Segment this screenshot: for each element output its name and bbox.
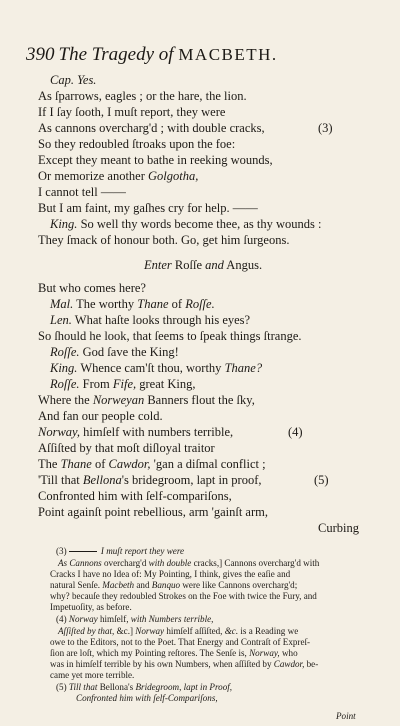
note-text: As Cannons bbox=[58, 558, 102, 568]
verse-text: Where the bbox=[38, 393, 93, 407]
footnote-line: owe to the Editors, not to the Poet. That Energy and Contraſt of Expreſ- bbox=[50, 637, 311, 647]
verse-line bbox=[38, 424, 233, 440]
verse-line: Confronted him with ſelf-compariſons, bbox=[38, 489, 232, 503]
title-text: The Tragedy of bbox=[58, 44, 179, 65]
verse-text: himſelf with numbers terrible, bbox=[80, 425, 234, 439]
footnote-line: came yet more terrible. bbox=[50, 670, 135, 680]
verse-line: As ſparrows, eagles ; or the hare, the lion. bbox=[38, 89, 247, 103]
verse-line bbox=[50, 72, 96, 88]
running-title bbox=[59, 44, 278, 65]
note-text: was in himſelf terrible by his own Numbers, when aſſiſted by bbox=[50, 659, 274, 669]
verse-text: Thane bbox=[60, 457, 92, 471]
speaker: Mal. bbox=[50, 297, 74, 311]
page-number: 390 bbox=[26, 44, 55, 65]
note-lemma: Till that bbox=[68, 682, 98, 692]
verse-text: of bbox=[91, 457, 109, 471]
note-text: Norway bbox=[68, 614, 98, 624]
note-text: Banquo bbox=[151, 580, 181, 590]
verse-text: God ſave the King! bbox=[79, 345, 179, 359]
footnote-line bbox=[58, 558, 319, 569]
verse-line: And fan our people cold. bbox=[38, 409, 163, 423]
verse-line: But who comes here? bbox=[38, 281, 146, 295]
footnote-line bbox=[56, 682, 232, 693]
running-header bbox=[26, 44, 386, 68]
footnote-line bbox=[58, 626, 298, 637]
note-text: with double bbox=[148, 558, 192, 568]
verse-text: Cawdor, bbox=[108, 457, 151, 471]
verse-line: Aſſiſted by that moſt diſloyal traitor bbox=[38, 441, 215, 455]
verse-text: Bellona bbox=[82, 473, 122, 487]
verse-line bbox=[50, 376, 195, 392]
note-lemma: I muſt report they were bbox=[100, 546, 185, 556]
speaker: Roſſe. bbox=[50, 377, 80, 391]
stage-direction bbox=[144, 257, 262, 273]
verse-line bbox=[38, 168, 198, 184]
note-text: Norway bbox=[135, 626, 165, 636]
direction-text: and bbox=[205, 258, 224, 272]
verse-line bbox=[38, 120, 265, 136]
note-lemma: Bellona's bbox=[97, 682, 136, 692]
verse-text: Banners flout the ſky, bbox=[144, 393, 255, 407]
note-text: himſelf aſſiſted, bbox=[164, 626, 225, 636]
verse-text: Whence cam'ſt thou, worthy bbox=[77, 361, 225, 375]
note-text: overcharg'd bbox=[101, 558, 149, 568]
verse-line bbox=[50, 296, 215, 312]
direction-text: Roſſe bbox=[171, 258, 206, 272]
catchword: Curbing bbox=[318, 521, 359, 535]
note-text: &c. bbox=[224, 626, 239, 636]
note-text: Cawdor, bbox=[273, 659, 305, 669]
note-number: (5) bbox=[56, 682, 69, 692]
verse-line: Except they meant to bathe in reeking wounds, bbox=[38, 153, 273, 167]
catchword: Point bbox=[336, 711, 356, 721]
direction-text: Enter bbox=[144, 258, 172, 272]
verse-text: As cannons overcharg'd ; with double cracks, bbox=[38, 121, 265, 135]
verse-text: Golgotha, bbox=[148, 169, 199, 183]
verse-text: Fife, bbox=[112, 377, 137, 391]
verse-text: 'Till that bbox=[38, 473, 83, 487]
speech: Cap. Yes. bbox=[50, 73, 97, 87]
verse-line: If I ſay ſooth, I muſt report, they were bbox=[38, 105, 226, 119]
note-marker: (5) bbox=[314, 473, 329, 487]
verse-text: great King, bbox=[136, 377, 196, 391]
note-lemma: Bridegroom, lapt in Proof, bbox=[135, 682, 233, 692]
note-text: who bbox=[279, 648, 298, 658]
verse-line bbox=[50, 360, 262, 376]
note-text: &c.] bbox=[114, 626, 136, 636]
verse-line bbox=[38, 392, 255, 408]
verse-text: 's bridegroom, lapt in proof, bbox=[121, 473, 262, 487]
note-lemma: Aſſiſted by that, bbox=[58, 626, 115, 636]
footnote-line: Impetuoſity, as before. bbox=[50, 602, 132, 612]
verse-line: So ſhould he look, that ſeems to ſpeak things ſtrange. bbox=[38, 329, 302, 343]
speaker: King. bbox=[50, 217, 78, 231]
footnote-line bbox=[56, 546, 184, 557]
verse-line bbox=[38, 456, 266, 472]
verse-text: Or memorize another bbox=[38, 169, 149, 183]
verse-text: Norweyan bbox=[92, 393, 145, 407]
footnote-line bbox=[50, 648, 298, 659]
footnote-line: why? becauſe they redoubled Strokes on the Foe with twice the Fury, and bbox=[50, 591, 317, 601]
verse-line bbox=[50, 344, 179, 360]
note-number: (4) bbox=[56, 614, 69, 624]
verse-line bbox=[50, 312, 250, 328]
note-lemma: with Numbers terrible, bbox=[130, 614, 214, 624]
speaker: Len. bbox=[50, 313, 72, 327]
note-text: be- bbox=[304, 659, 319, 669]
note-text: were like Cannons overcharg'd; bbox=[180, 580, 298, 590]
verse-text: Roſſe. bbox=[185, 297, 215, 311]
verse-text: What haſte looks through his eyes? bbox=[71, 313, 251, 327]
speaker: Roſſe. bbox=[50, 345, 80, 359]
note-text: cracks,] Cannons overcharg'd with bbox=[191, 558, 320, 568]
verse-text: Norway, bbox=[38, 425, 81, 439]
verse-text: So well thy words become thee, as thy wounds : bbox=[77, 217, 322, 231]
note-text: ſion are loſt, which my Pointing reſtores. The Senſe is, bbox=[50, 648, 247, 658]
verse-text: 'gan a diſmal conflict ; bbox=[150, 457, 266, 471]
direction-text: Angus. bbox=[223, 258, 263, 272]
verse-text: Thane? bbox=[224, 361, 263, 375]
note-text: and bbox=[134, 580, 152, 590]
footnote-line: Confronted him with ſelf-Compariſons, bbox=[76, 693, 218, 703]
footnote-line bbox=[56, 614, 213, 625]
footnote-line: Cracks I have no Idea of: My Pointing, I think, gives the eaſie and bbox=[50, 569, 291, 579]
footnote-line bbox=[50, 659, 318, 670]
verse-text: The worthy bbox=[73, 297, 138, 311]
note-text: is a Reading we bbox=[238, 626, 299, 636]
verse-text: From bbox=[79, 377, 113, 391]
note-text: natural Senſe. bbox=[50, 580, 103, 590]
verse-line bbox=[50, 216, 322, 232]
verse-line: But I am faint, my gaſhes cry for help. —— bbox=[38, 201, 258, 215]
note-text: himſelf, bbox=[97, 614, 131, 624]
verse-text: The bbox=[38, 457, 61, 471]
verse-line: I cannot tell —— bbox=[38, 185, 126, 199]
verse-line: So they redoubled ſtroaks upon the foe: bbox=[38, 137, 236, 151]
note-number: (3) bbox=[56, 546, 67, 556]
title-name: MACBETH. bbox=[178, 45, 278, 64]
verse-text: Thane bbox=[137, 297, 169, 311]
note-text: Norway, bbox=[246, 648, 280, 658]
verse-line: Point againſt point rebellious, arm 'gainſt arm, bbox=[38, 505, 268, 519]
dash-rule bbox=[69, 551, 97, 552]
note-text: Macbeth bbox=[102, 580, 135, 590]
note-marker: (4) bbox=[288, 425, 303, 439]
speaker: King. bbox=[50, 361, 78, 375]
verse-text: of bbox=[168, 297, 186, 311]
verse-line: They ſmack of honour both. Go, get him ſurgeons. bbox=[38, 233, 290, 247]
footnote-line bbox=[50, 580, 297, 591]
note-marker: (3) bbox=[318, 121, 333, 135]
verse-line bbox=[38, 472, 262, 488]
